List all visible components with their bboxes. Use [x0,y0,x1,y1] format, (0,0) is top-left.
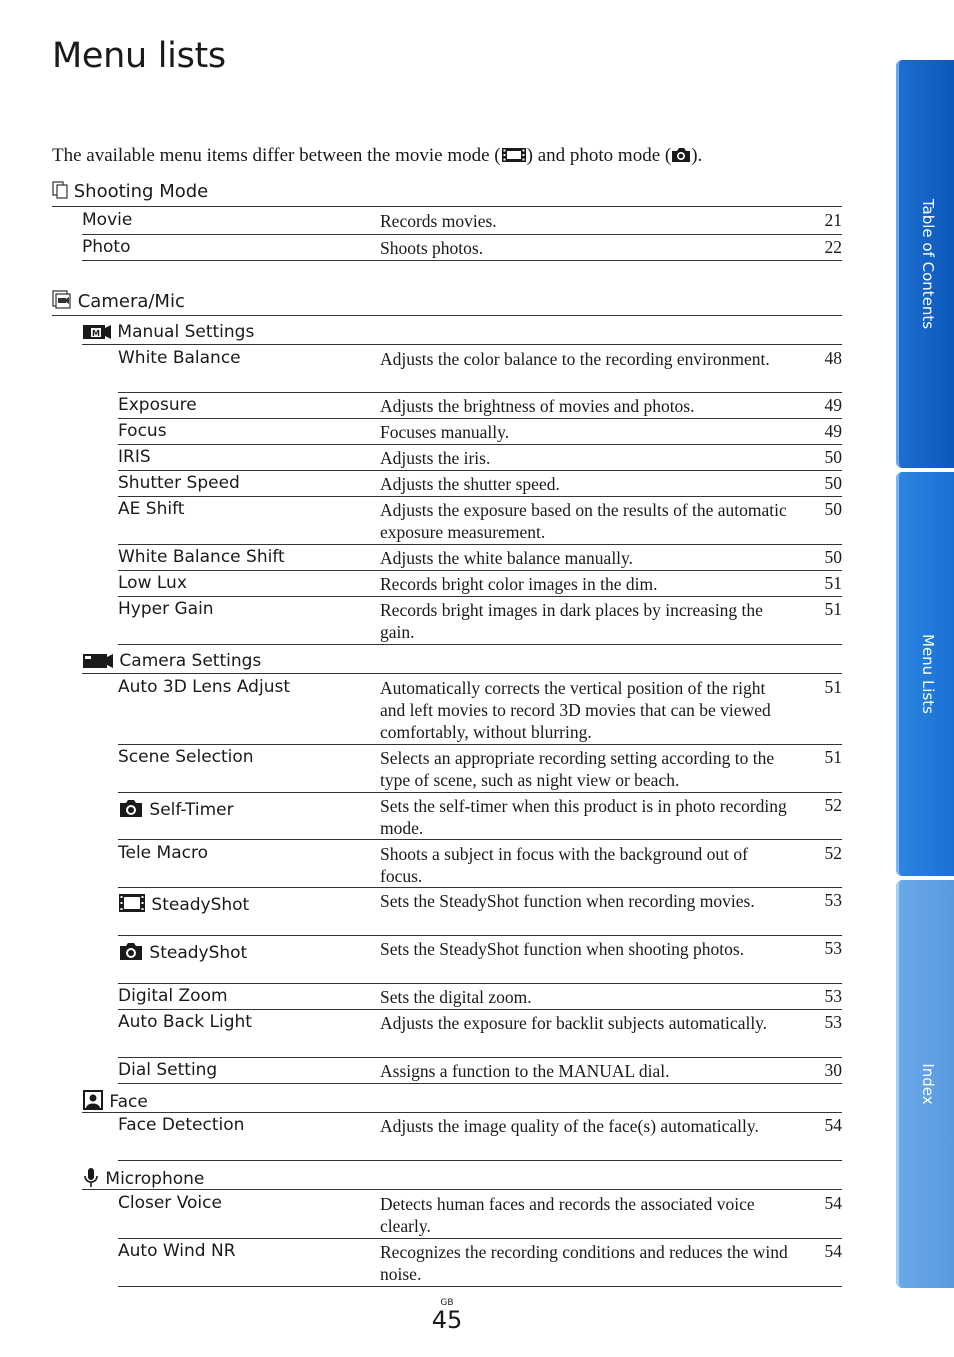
tab-menu-lists[interactable] [896,472,954,876]
row-page-link[interactable]: 53 [824,986,842,1006]
row-name: Closer Voice [118,1193,222,1213]
menu-row-focus[interactable] [118,419,842,445]
row-desc: Records bright images in dark places by increasing the gain. [380,600,763,642]
row-name: Tele Macro [118,843,208,863]
menu-row-low-lux[interactable] [118,571,842,597]
subsection-microphone [82,1167,842,1190]
face-icon [82,1090,104,1110]
row-page-link[interactable]: 50 [824,447,842,467]
row-name: White Balance Shift [118,547,285,567]
camera-settings-icon [82,652,114,669]
row-page-link[interactable]: 53 [824,890,842,910]
row-desc: Recognizes the recording conditions and reduces the wind noise. [380,1242,788,1284]
row-name: Auto 3D Lens Adjust [118,677,290,697]
divider [52,206,842,207]
row-desc: Adjusts the color balance to the recording environment. [380,349,770,369]
row-name: Digital Zoom [118,986,228,1006]
tab-label: Menu Lists [919,634,937,714]
row-desc: Adjusts the white balance manually. [380,548,634,568]
row-name: IRIS [118,447,151,467]
row-page-link[interactable]: 54 [824,1241,842,1261]
section-shooting-mode [52,181,208,202]
row-page-link[interactable]: 51 [824,573,842,593]
row-name: Self-Timer [149,800,234,820]
row-name: Photo [82,237,131,257]
row-name: Dial Setting [118,1060,218,1080]
row-desc: Focuses manually. [380,422,510,442]
row-page-link[interactable]: 50 [824,499,842,519]
row-page-link[interactable]: 52 [824,843,842,863]
manual-settings-icon [82,323,112,340]
intro-text [52,145,702,167]
row-desc: Assigns a function to the MANUAL dial. [380,1061,670,1081]
photo-mode-icon [671,147,691,163]
menu-row-steadyshot-movie[interactable] [118,888,842,936]
menu-row-photo[interactable] [82,235,842,261]
subsection-manual-settings [82,322,842,345]
row-desc: Sets the SteadyShot function when shooting photos. [380,939,745,959]
row-desc: Adjusts the exposure for backlit subjects automatically. [380,1013,768,1033]
row-name: White Balance [118,348,241,368]
row-name: SteadyShot [149,943,248,963]
row-name: Movie [82,210,133,230]
menu-row-tele-macro[interactable] [118,841,842,888]
intro-part-3: ). [691,145,703,166]
row-page-link[interactable]: 51 [824,599,842,619]
row-name-with-icon [118,798,234,820]
row-page-link[interactable]: 53 [824,938,842,958]
intro-part-1: The available menu items differ between the movie mode ( [52,145,501,166]
row-desc: Records bright color images in the dim. [380,574,658,594]
camera-mic-icon [52,290,72,309]
manual-settings-heading: Manual Settings [117,322,255,342]
menu-row-movie[interactable] [82,208,842,235]
microphone-icon [82,1167,100,1188]
menu-row-iris[interactable] [118,445,842,471]
row-name: Hyper Gain [118,599,214,619]
menu-row-steadyshot-photo[interactable] [118,936,842,984]
intro-part-2: ) and photo mode ( [526,145,672,166]
photo-mode-icon [118,798,144,818]
row-desc: Records movies. [380,211,497,231]
row-name: Focus [118,421,167,441]
menu-row-scene-selection[interactable] [118,745,842,793]
row-page-link[interactable]: 49 [824,421,842,441]
svg-text:M: M [92,329,100,338]
tab-label: Table of Contents [919,198,937,330]
row-page-link[interactable]: 21 [824,210,842,230]
row-desc: Adjusts the image quality of the face(s) automatically. [380,1116,759,1136]
row-page-link[interactable]: 48 [824,348,842,368]
row-name: AE Shift [118,499,185,519]
row-name: Low Lux [118,573,187,593]
menu-row-ae-shift[interactable] [118,497,842,545]
row-desc: Adjusts the shutter speed. [380,474,560,494]
menu-row-white-balance[interactable] [118,346,842,393]
menu-row-dial-setting[interactable] [118,1058,842,1084]
menu-row-self-timer[interactable] [118,793,842,840]
row-name: Scene Selection [118,747,254,767]
tab-table-of-contents[interactable] [896,60,954,468]
row-page-link[interactable]: 52 [824,795,842,815]
row-desc: Shoots a subject in focus with the background out of focus. [380,844,748,886]
row-desc: Adjusts the iris. [380,448,491,468]
section-camera-mic [52,290,185,312]
page-language-code: GB [440,1298,454,1308]
row-page-link[interactable]: 49 [824,395,842,415]
row-name-with-icon [118,893,249,915]
movie-mode-icon [118,893,146,913]
row-page-link[interactable]: 51 [824,677,842,697]
movie-mode-icon [501,147,527,163]
microphone-heading: Microphone [105,1169,205,1189]
row-name: Auto Wind NR [118,1241,236,1261]
row-page-link[interactable]: 53 [824,1012,842,1032]
row-page-link[interactable]: 30 [824,1060,842,1080]
row-page-link[interactable]: 51 [824,747,842,767]
row-desc: Automatically corrects the vertical position of the right and left movies to record 3D movies that can be viewed comfortably, without blurring. [380,678,771,742]
tab-label: Index [919,1063,937,1105]
page-title: Menu lists [52,36,226,76]
subsection-camera-settings [82,651,842,674]
menu-row-auto-wind-nr[interactable] [118,1239,842,1287]
row-desc: Sets the self-timer when this product is in photo recording mode. [380,796,787,838]
face-heading: Face [109,1092,148,1112]
photo-mode-icon [118,941,144,961]
row-page-link[interactable]: 22 [824,237,842,257]
menu-row-auto-back-light[interactable] [118,1010,842,1058]
menu-row-auto-3d-lens-adjust[interactable] [118,675,842,745]
row-desc: Adjusts the brightness of movies and photos. [380,396,695,416]
row-name: Face Detection [118,1115,245,1135]
shooting-mode-heading: Shooting Mode [73,181,209,202]
shooting-mode-icon [52,181,68,199]
tab-index[interactable] [896,880,954,1288]
menu-row-face-detection[interactable] [118,1113,842,1161]
row-desc: Sets the SteadyShot function when recording movies. [380,891,755,911]
subsection-face [82,1090,842,1113]
row-name: Exposure [118,395,197,415]
menu-row-white-balance-shift[interactable] [118,545,842,571]
row-name-with-icon [118,941,247,963]
menu-row-closer-voice[interactable] [118,1191,842,1239]
row-desc: Detects human faces and records the associated voice clearly. [380,1194,755,1236]
menu-row-digital-zoom[interactable] [118,984,842,1010]
row-page-link[interactable]: 50 [824,473,842,493]
row-desc: Sets the digital zoom. [380,987,532,1007]
row-desc: Adjusts the exposure based on the results of the automatic exposure measurement. [380,500,787,542]
row-desc: Shoots photos. [380,238,484,258]
row-name: Auto Back Light [118,1012,252,1032]
row-name: Shutter Speed [118,473,240,493]
row-desc: Selects an appropriate recording setting according to the type of scene, such as night view or beach. [380,748,775,790]
menu-row-hyper-gain[interactable] [118,597,842,645]
camera-mic-heading: Camera/Mic [77,291,185,312]
row-page-link[interactable]: 50 [824,547,842,567]
menu-row-exposure[interactable] [118,393,842,419]
camera-settings-heading: Camera Settings [119,651,262,671]
menu-row-shutter-speed[interactable] [118,471,842,497]
row-page-link[interactable]: 54 [824,1193,842,1213]
divider [52,315,842,316]
row-name: SteadyShot [151,895,250,915]
row-page-link[interactable]: 54 [824,1115,842,1135]
page-number: 45 [431,1306,463,1334]
